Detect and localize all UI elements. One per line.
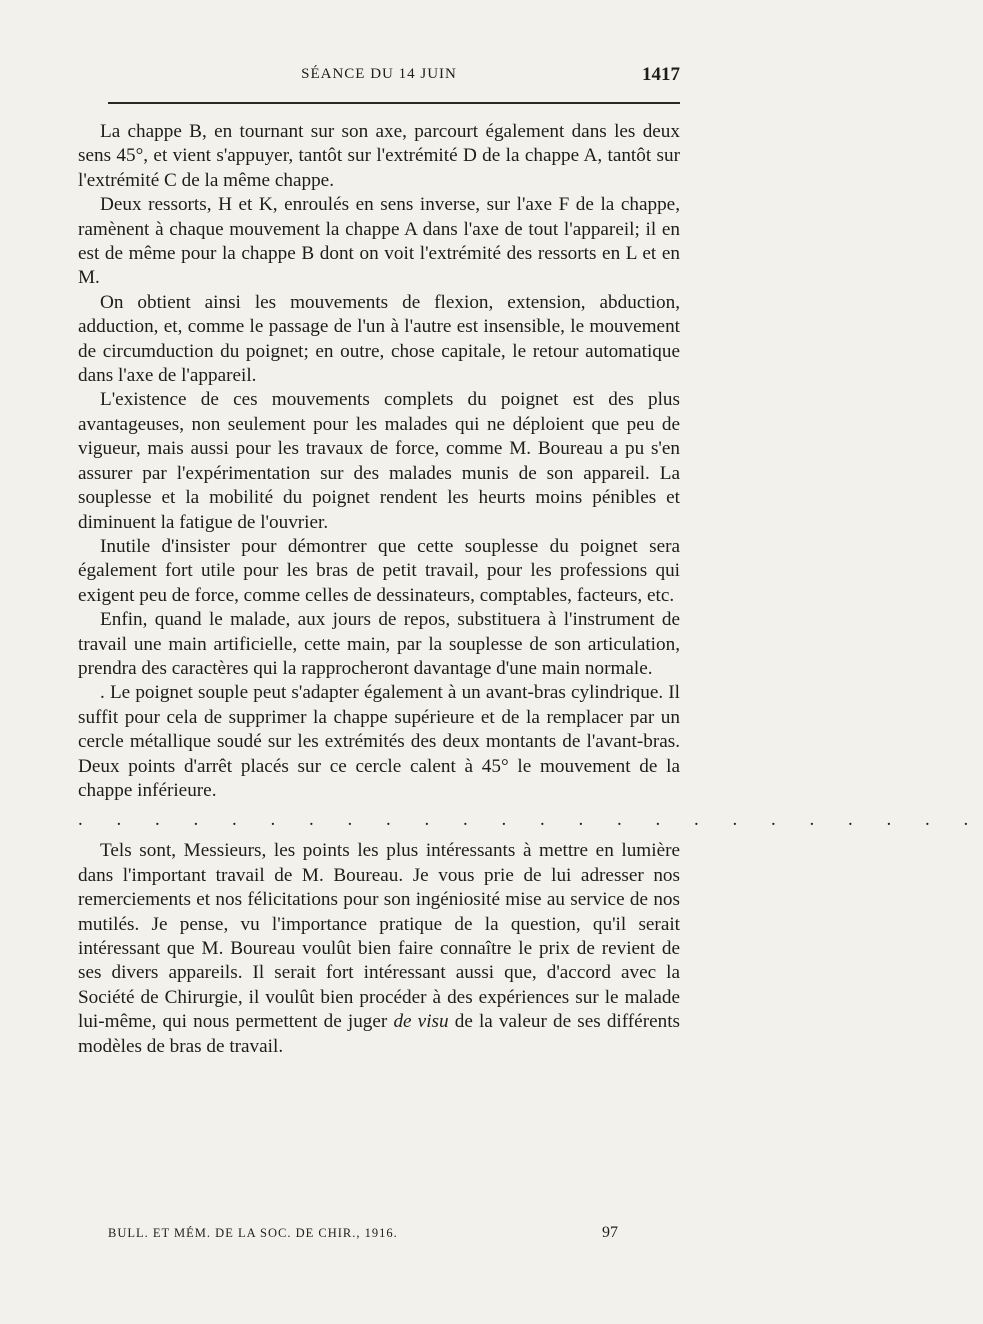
paragraph: . Le poignet souple peut s'adapter également à un avant-bras cylindrique. Il suffit pour cela de supprimer la chappe supérieure et de la remplacer par un cercle métallique soudé sur les extrémités des deux montants de l'avant-bras. Deux points d'arrêt placés sur ce cercle calent à 45° le mouvement de la chappe inférieure. [78,682,680,801]
footer-citation: BULL. ET MÉM. DE LA SOC. DE CHIR., 1916. [108,1226,398,1240]
header-rule [108,102,680,104]
italic-phrase: de visu [393,1011,449,1033]
paragraph: Inutile d'insister pour démontrer que cette souplesse du poignet sera également fort utile pour les bras de petit travail, pour les professions qui exigent peu de force, comme celles de dessinateurs, comptables, facteurs, etc. [78,535,680,606]
page-footer [108,1226,618,1241]
running-header [78,64,680,88]
paragraph: On obtient ainsi les mouvements de flexion, extension, abduction, adduction, et, comme le passage de l'un à l'autre est insensible, le mouvement de circumduction du poignet; en outre, chose capitale, le retour automatique dans l'axe de l'appareil. [78,291,680,387]
signature-mark: 97 [602,1224,618,1241]
page-number: 1417 [642,64,680,85]
paragraph: Enfin, quand le malade, aux jours de repos, substituera à l'instrument de travail une main artificielle, cette main, par la souplesse de son articulation, prendra des caractères qui la rapprocheront davantage d'une main normale. [78,609,680,679]
paragraph: L'existence de ces mouvements complets du poignet est des plus avantageuses, non seulement pour les malades qui ne déploient que peu de vigueur, mais aussi pour les travaux de force, comme M. Boureau a pu s'en assurer par l'expérimentation sur des malades munis de son appareil. La souplesse et la mobilité du poignet rendent les heurts moins pénibles et diminuent la fatigue de l'ouvrier. [78,389,680,533]
header-title: SÉANCE DU 14 JUIN [301,66,457,82]
closing-paragraph [78,839,680,1059]
paragraph: La chappe B, en tournant sur son axe, parcourt également dans les deux sens 45°, et vient s'appuyer, tantôt sur l'extrémité D de la chappe A, tantôt sur l'extrémité C de la même chappe. [78,121,680,191]
paragraph: Deux ressorts, H et K, enroulés en sens inverse, sur l'axe F de la chappe, ramènent à chaque mouvement la chappe A dans l'axe de tout l'appareil; il en est de même pour la chappe B dont on voit l'extrémité des ressorts en L et en M. [78,194,680,289]
section-separator: . . . . . . . . . . . . . . . . . . . . . . . . [78,809,983,831]
body-text [78,120,983,1059]
closing-text-end: de la valeur de ses différents modèles de bras de travail. [78,1011,680,1057]
closing-text-start: Tels sont, Messieurs, les points les plus intéressants à mettre en lumière dans l'important travail de M. Boureau. Je vous prie de lui adresser nos remerciements et nos félicitations pour son ingéniosité mise au service de nos mutilés. Je pense, vu l'importance pratique de la question, qu'il serait intéressant que M. Boureau voulût bien faire connaître le prix de revient de ses divers appareils. Il serait fort intéressant aussi que, d'accord avec la Société de Chirurgie, il voulût bien procéder à des expériences sur le malade lui-même, qui nous permettent de juger [78,840,680,1033]
